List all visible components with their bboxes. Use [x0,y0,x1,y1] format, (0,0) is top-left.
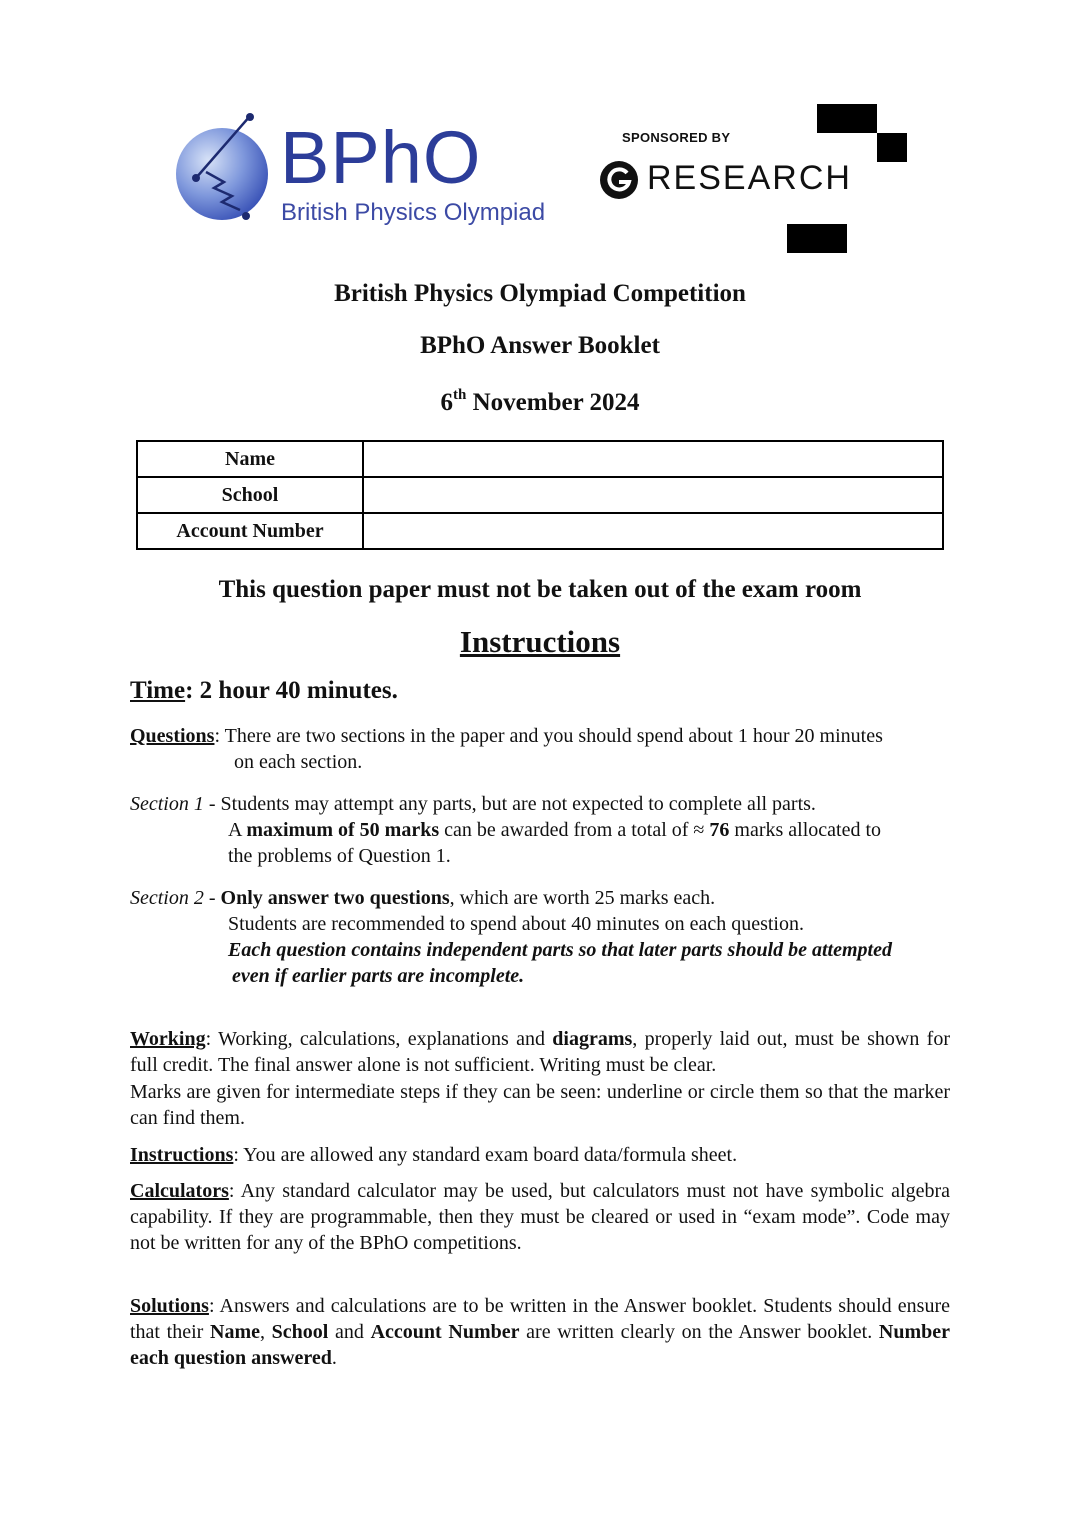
instructions-heading: Instructions [459,624,621,659]
questions-paragraph [130,723,950,775]
name-word: Name [210,1321,260,1343]
bpho-subtitle: British Physics Olympiad [281,199,546,226]
answer-two-questions: Only answer two questions [220,887,450,909]
candidate-details-table [136,440,944,550]
working-text: : Working, calculations, explanations and [205,1028,553,1050]
account-number-field[interactable] [363,513,943,549]
solutions-label: Solutions [130,1295,209,1317]
independent-parts-note-cont: even if earlier parts are incomplete. [232,965,525,987]
name-field[interactable] [363,441,943,477]
solutions-paragraph [130,1293,950,1371]
section-1-label: Section 1 [130,793,204,815]
section-1-paragraph [130,791,950,869]
g-research-icon [599,160,639,200]
sponsor-block-1 [817,104,877,133]
questions-label: Questions [130,725,215,747]
questions-text: : There are two sections in the paper and you should spend about 1 hour 20 minutes [214,725,883,747]
number-each-question: Number each question answered [130,1321,951,1369]
section-2-paragraph [130,885,950,989]
independent-parts-note: Each question contains independent parts so that later parts should be attempted [228,939,892,961]
instructions-text: : You are allowed any standard exam board data/formula sheet. [233,1144,738,1166]
bpho-wordmark: BPhO [280,116,482,199]
calculators-label: Calculators [130,1180,229,1202]
date-suffix: th [453,387,467,403]
instructions-paragraph [130,1142,950,1168]
date-day: 6 [440,389,454,416]
section-2-text-cont: Students are recommended to spend about 40 minutes on each question. [228,913,804,935]
text: . [331,1347,337,1369]
sponsor-block-2 [877,133,907,162]
table-row [137,513,943,549]
separator: - [203,793,221,815]
questions-text-cont: on each section. [234,751,363,773]
total-marks: 76 [709,819,730,841]
text: A [228,819,247,841]
section-2-label: Section 2 [130,887,204,909]
diagrams-word: diagrams [552,1028,633,1050]
account-number-label: Account Number [137,513,363,549]
calculators-paragraph [130,1178,950,1256]
text: and [328,1321,371,1343]
solutions-text-cont: are written clearly on the Answer booklet. [519,1321,879,1343]
section-1-text: Students may attempt any parts, but are not expected to complete all parts. [220,793,816,815]
exam-date [0,389,1080,417]
working-text-cont: , properly laid out, must be shown for full credit. The final answer alone is not sufficient. Writing must be clear. [130,1028,951,1076]
time-line [130,677,398,705]
exam-room-warning: This question paper must not be taken out of the exam room [218,576,862,603]
max-marks: maximum of 50 marks [246,819,440,841]
sponsor-block-3 [787,224,847,253]
calculators-text: : Any standard calculator may be used, but calculators must not have symbolic algebra capability. If they are programmable, then they must be cleared or used in “exam mode”. Code may not be written for any of the BPhO competitions. [130,1180,950,1254]
date-rest: November 2024 [472,389,640,416]
page-title: British Physics Olympiad Competition [334,280,746,307]
sponsor-name: RESEARCH [647,159,852,197]
text: marks allocated to [729,819,882,841]
section-2-text: , which are worth 25 marks each. [449,887,716,909]
section-1-text-cont: the problems of Question 1. [228,845,451,867]
account-number-word: Account Number [370,1321,520,1343]
instructions-label: Instructions [130,1144,234,1166]
time-value: : 2 hour 40 minutes. [185,677,398,704]
page-subtitle: BPhO Answer Booklet [420,332,660,359]
globe-icon [176,112,276,222]
working-paragraph [130,1026,950,1078]
separator: - [203,887,221,909]
marks-paragraph: Marks are given for intermediate steps if they can be seen: underline or circle them so that the marker can find them. [130,1081,950,1129]
school-label: School [137,477,363,513]
working-label: Working [130,1028,206,1050]
table-row [137,477,943,513]
text: can be awarded from a total of ≈ [439,819,710,841]
solutions-text: : Answers and calculations are to be written in the Answer booklet. Students should ensure that their [130,1295,950,1343]
sponsor-label: SPONSORED BY [622,130,731,145]
table-row [137,441,943,477]
text: , [259,1321,272,1343]
school-word: School [271,1321,329,1343]
name-label: Name [137,441,363,477]
school-field[interactable] [363,477,943,513]
time-label: Time [130,677,186,704]
